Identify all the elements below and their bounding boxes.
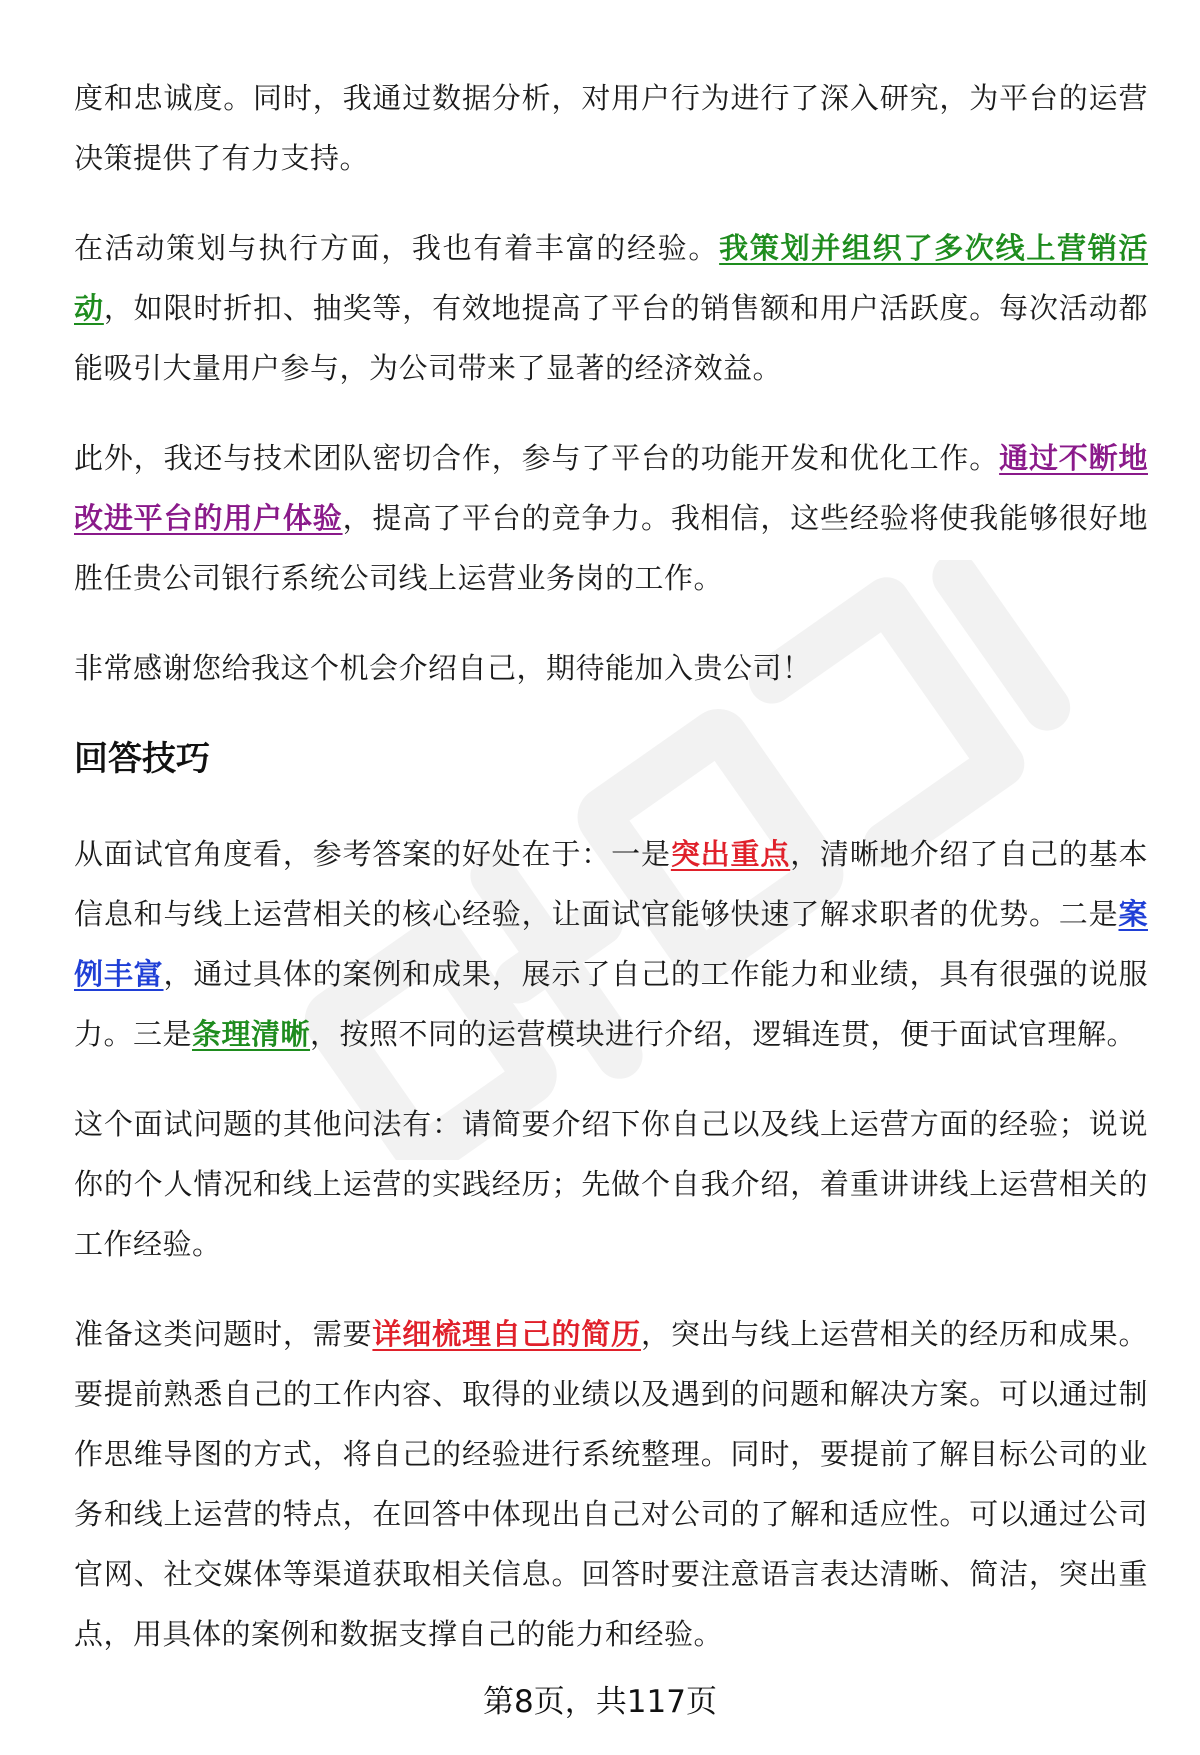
paragraph-6: [74, 1094, 1148, 1274]
paragraph-7-after: ，突出与线上运营相关的经历和成果。要提前熟悉自己的工作内容、取得的业绩以及遇到的问题和解决方案。可以通过制作思维导图的方式，将自己的经验进行系统整理。同时，要提前了解目标公司的业务和线上运营的特点，在回答中体现出自己对公司的了解和适应性。可以通过公司官网、社交媒体等渠道获取相关信息。回答时要注意语言表达清晰、简洁，突出重点，用具体的案例和数据支撑自己的能力和经验。: [74, 1317, 1148, 1651]
paragraph-5-text-3: ，通过具体的案例和成果，展示了自己的工作能力和业绩，具有很强的说服力。三是: [74, 957, 1148, 1051]
paragraph-2-highlight: 我策划并组织了多次线上营销活动: [74, 231, 1148, 325]
document-page: [74, 68, 1148, 1694]
paragraph-4-text: 非常感谢您给我这个机会介绍自己，期待能加入贵公司！: [74, 651, 812, 685]
paragraph-5-highlight-1: 突出重点: [670, 837, 791, 871]
paragraph-5-text-2: ，清晰地介绍了自己的基本信息和与线上运营相关的核心经验，让面试官能够快速了解求职者的优势。二是: [74, 837, 1148, 931]
paragraph-5-text-4: ，按照不同的运营模块进行介绍，逻辑连贯，便于面试官理解。: [310, 1017, 1137, 1051]
paragraph-3-highlight: 通过不断地改进平台的用户体验: [74, 441, 1148, 535]
paragraph-3-after: ，提高了平台的竞争力。我相信，这些经验将使我能够很好地胜任贵公司银行系统公司线上运营业务岗的工作。: [74, 501, 1148, 595]
paragraph-7: [74, 1304, 1148, 1664]
paragraph-5-text-1: 从面试官角度看，参考答案的好处在于：一是: [74, 837, 671, 871]
paragraph-7-highlight: 详细梳理自己的简历: [372, 1317, 641, 1351]
section-title: 回答技巧: [74, 739, 210, 779]
paragraph-5-highlight-2: 案例丰富: [74, 897, 1148, 991]
paragraph-6-text: 这个面试问题的其他问法有：请简要介绍下你自己以及线上运营方面的经验；说说你的个人情况和线上运营的实践经历；先做个自我介绍，着重讲讲线上运营相关的工作经验。: [74, 1107, 1148, 1261]
paragraph-5-highlight-3: 条理清晰: [192, 1017, 311, 1051]
paragraph-4: [74, 638, 1148, 698]
paragraph-2: [74, 218, 1148, 398]
paragraph-2-before: 在活动策划与执行方面，我也有着丰富的经验。: [74, 231, 720, 265]
paragraph-3-before: 此外，我还与技术团队密切合作，参与了平台的功能开发和优化工作。: [74, 441, 1000, 475]
paragraph-7-before: 准备这类问题时，需要: [74, 1317, 373, 1351]
paragraph-5: [74, 824, 1148, 1064]
paragraph-2-after: ，如限时折扣、抽奖等，有效地提高了平台的销售额和用户活跃度。每次活动都能吸引大量用户参与，为公司带来了显著的经济效益。: [74, 291, 1148, 385]
paragraph-3: [74, 428, 1148, 608]
paragraph-1-text: 度和忠诚度。同时，我通过数据分析，对用户行为进行了深入研究，为平台的运营决策提供了有力支持。: [74, 81, 1148, 175]
page-number-footer: 第8页，共117页: [483, 1684, 717, 1720]
paragraph-1: [74, 68, 1148, 188]
